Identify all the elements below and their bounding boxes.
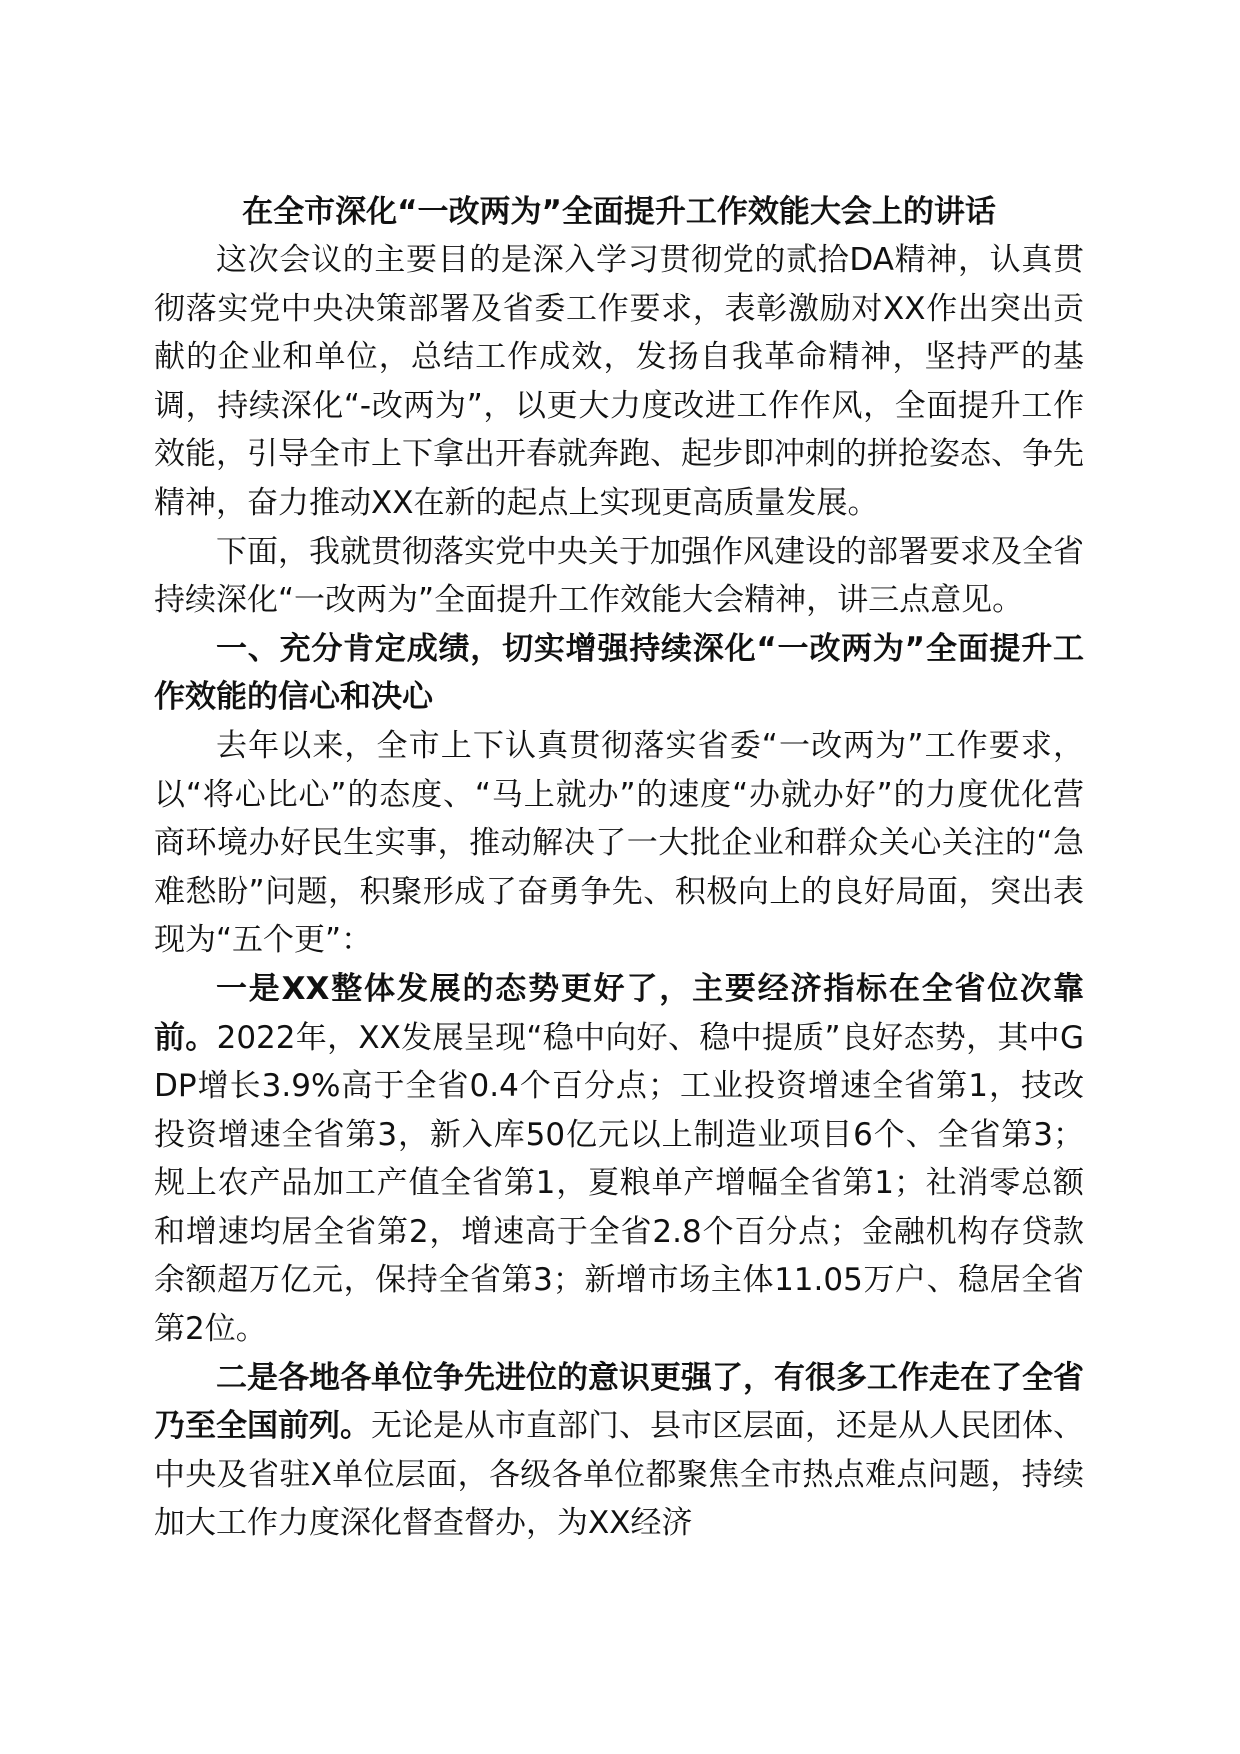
- paragraph-text: 去年以来，全市上下认真贯彻落实省委“一改两为”工作要求，以“将心比心”的态度、“马上就办”的速度“办就办好”的力度优化营商环境办好民生实事，推动解决了一大批企业和群众关心关注的“急难愁盼”问题，积聚形成了奋勇争先、积极向上的良好局面，突出表现为“五个更”：: [154, 727, 1084, 959]
- section-heading-1: 一、充分肯定成绩，切实增强持续深化“一改两为”全面提升工作效能的信心和决心: [154, 630, 1084, 716]
- paragraph-text: 2022年，XX发展呈现“稳中向好、稳中提质”良好态势，其中GDP增长3.9%高于全省0.4个百分点；工业投资增速全省第1，技改投资增速全省第3，新入库50亿元以上制造业项目6个、全省第3；规上农产品加工产值全省第1，夏粮单产增幅全省第1；社消零总额和增速均居全省第2，增速高于全省2.8个百分点；金融机构存贷款余额超万亿元，保持全省第3；新增市场主体11.05万户、稳居全省第2位。: [154, 1019, 1084, 1348]
- section-paragraph-1: [154, 722, 1084, 965]
- paragraph-lead: 二是各地各单位争先进位的意识更强了，有很多工作走在了全省乃至全国前列。: [154, 1359, 1084, 1445]
- section-paragraph-2: [154, 965, 1084, 1354]
- document-title: 在全市深化“一改两为”全面提升工作效能大会上的讲话: [242, 194, 996, 230]
- paragraph-lead: 一是XX整体发展的态势更好了，主要经济指标在全省位次靠前。: [154, 970, 1084, 1056]
- paragraph-text: 无论是从市直部门、县市区层面，还是从人民团体、中央及省驻X单位层面，各级各单位都聚焦全市热点难点问题，持续加大工作力度深化督查督办，为XX经济: [154, 1408, 1084, 1542]
- document-body: [154, 188, 1084, 1548]
- intro-paragraph-2: [154, 528, 1084, 625]
- paragraph-text: 下面，我就贯彻落实党中央关于加强作风建设的部署要求及全省持续深化“一改两为”全面提升工作效能大会精神，讲三点意见。: [154, 533, 1084, 619]
- intro-paragraph-1: [154, 236, 1084, 528]
- paragraph-text: 这次会议的主要目的是深入学习贯彻党的贰拾DA精神，认真贯彻落实党中央决策部署及省委工作要求，表彰激励对XX作出突出贡献的企业和单位，总结工作成效，发扬自我革命精神，坚持严的基调，持续深化“-改两为”，以更大力度改进工作作风，全面提升工作效能，引导全市上下拿出开春就奔跑、起步即冲刺的拼抢姿态、争先精神，奋力推动XX在新的起点上实现更高质量发展。: [154, 242, 1084, 521]
- section-paragraph-3: [154, 1354, 1084, 1548]
